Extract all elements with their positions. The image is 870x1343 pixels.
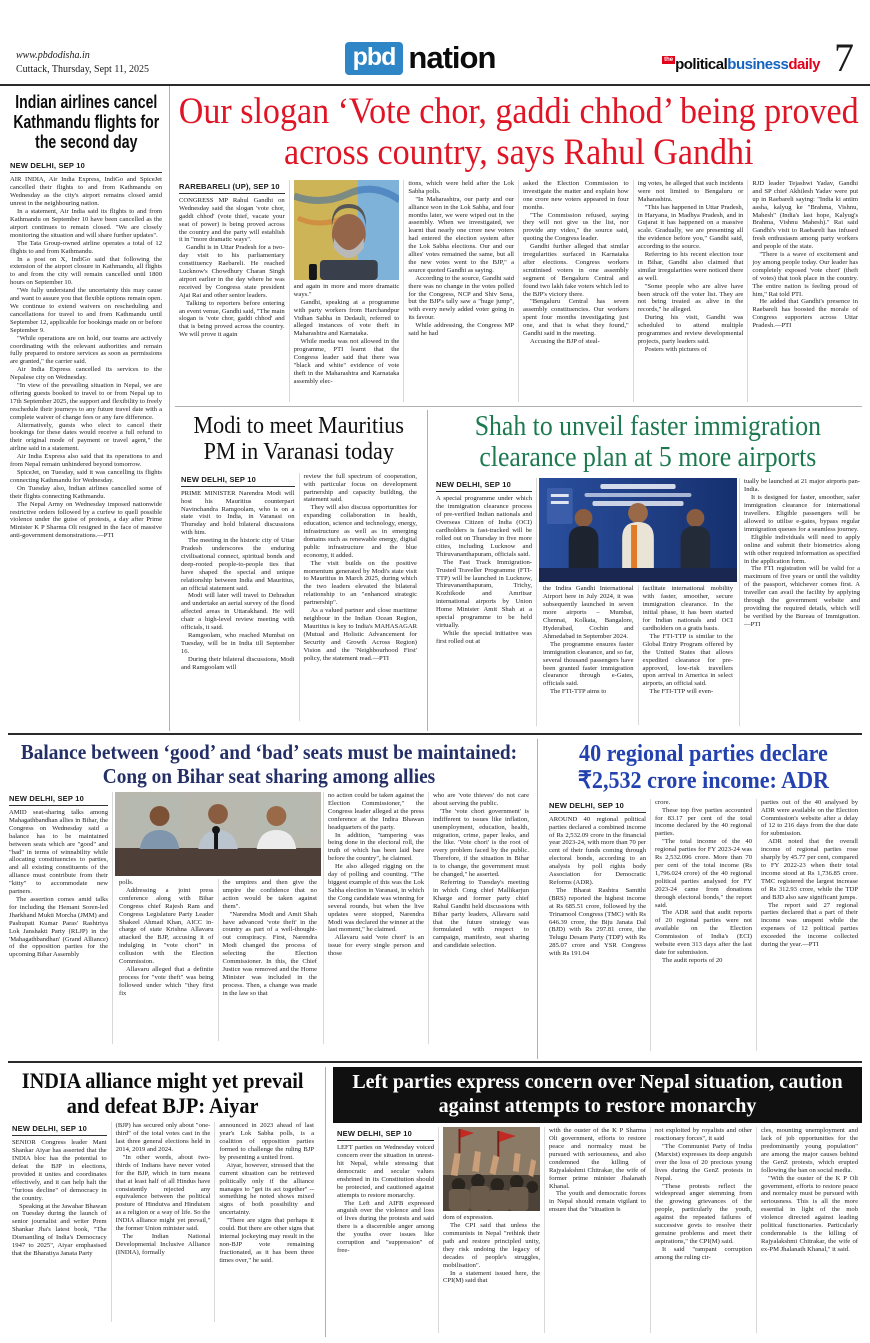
adr-col-1 [545, 799, 650, 1051]
adr-col1-text [549, 816, 646, 958]
section-divider [8, 733, 862, 735]
rahul-col5-text [638, 180, 744, 354]
masthead [0, 0, 870, 86]
article-left-parties-nepal [326, 1067, 862, 1337]
india-dateline: NEW DELHI, SEP 10 [12, 1122, 107, 1136]
rahul-col-4 [518, 180, 633, 402]
rahul-col6-text [752, 180, 858, 330]
paragraph: SpiceJet, on Tuesday, said it was cancelling its flights connecting Kathmandu for Wednesday. [10, 469, 162, 484]
main-top-area [170, 86, 862, 731]
pbd-nation-logo [216, 40, 624, 76]
left-dateline: NEW DELHI, SEP 10 [337, 1127, 434, 1141]
paragraph: The ADR said that audit reports of 20 regional parties were not available on the Election Commission of India's (ECI) website even 313 days after the last date for submission. [655, 909, 752, 956]
paragraph: parties out of the 40 analysed by ADR were available on the Election Commission's website after a delay of 12 to 216 days from the due date for submission. [761, 798, 858, 838]
india-col3-text [219, 1122, 314, 1264]
adr-col-3 [756, 799, 862, 1051]
paragraph: The Nepal Army on Wednesday imposed nationwide restrictive orders followed by a curfew to quell possible violence under the guise of protests, a day after Prime Minister K P Sharma Oli resigned in the face of massive anti-government demonstrations.—PTI [10, 500, 162, 540]
paragraph: who are 'vote thieves' do not care about serving the public. [433, 792, 529, 807]
top-section [0, 86, 870, 731]
left-parties-columns [333, 1127, 862, 1333]
shah-middle [536, 478, 740, 726]
shah-col-3 [638, 585, 738, 725]
left-parties-headline: Left parties express concern over Nepal situation, caution against attempts to restore monarchy [333, 1067, 862, 1123]
bihar-col-1 [8, 792, 112, 1044]
paragraph: In a statement issued here, the CPI(M) said that [443, 1269, 540, 1285]
modi-col2-text [304, 473, 418, 663]
adr-headline-line1: 40 regional parties declare [579, 741, 828, 767]
paragraph: The assertion comes amid talks for including the Hemant Soren-led Jharkhand Mukti Morcha (JMM) and Pashupati Kumar Paras' Rashtriya Lok Janshakti Party (RLJP) in the 'Mahagathbandhan' (Grand Alliance) of the opposition parties for the upcoming Bihar Assembly [9, 896, 108, 959]
paragraph: In a post on X, IndiGo said that following the extension of the airport closure in Kathmandu, all flights to and from the city will remain cancelled until 1800 hours on September 10. [10, 255, 162, 287]
paragraph: "With the ouster of the K P Oli government, efforts to restore peace and normalcy must be pursued with seriousness. This is all the more essential in light of the mob violence directed against leading political functionaries. Particularly condemnable is the killing of Rajyalakshmi Chitrakar, the wife of ex-PM Jhalanath Khanal," it said. [761, 1174, 858, 1253]
bihar-col2-text [119, 879, 214, 998]
paragraph: The audit reports of 20 [662, 956, 723, 964]
paragraph: not exploited by royalists and other reactionary forces", it said [655, 1127, 752, 1143]
shah-col4-text [744, 478, 860, 628]
paragraph: Air India Express also said that its operations to and from Nepal remain unhindered beyond tomorrow. [10, 453, 162, 469]
paragraph: Allavaru alleged that a definite process for "vote theft" was being followed under which "they first fix [119, 966, 214, 997]
modi-headline: Modi to meet Mauritius PM in Varanasi today [193, 412, 405, 465]
bihar-middle [112, 792, 324, 1044]
paragraph: asked the Election Commission to investigate the matter and explain how one crore new voters appeared in four months. [523, 179, 629, 211]
bihar-col4-text [328, 792, 424, 958]
paragraph: While the special initiative was first rolled out at [436, 629, 532, 645]
paragraph: review the full spectrum of cooperation, with particular focus on development partnership and capacity building, the statement said. [303, 472, 417, 504]
paragraph: "In Maharashtra, our party and our alliance won in the Lok Sabha, and four months later, we were wiped out in the assembly. When we investigated, we learnt that nearly one crore new voters had entered the election system after the Lok Sabha elections. Our and our allies' votes remained the same, but all the new votes went to the BJP," a source quoted Gandhi as saying. [408, 195, 515, 274]
pbd-logo-box: pbd [345, 42, 404, 75]
rahul-col2-text [294, 283, 400, 386]
india-col2-text [116, 1122, 211, 1256]
brand-business: business [727, 56, 789, 73]
paragraph: facilitate international mobility with faster, smoother, secure immigration clearance. In the initial phase, it has been started for Indian nationals and OCI cardholders on a gratis basis. [642, 585, 733, 632]
rahul-col-2 [289, 180, 404, 402]
paragraph: Allavaru said 'vote chori' is an issue for every single person and those [328, 934, 424, 958]
paragraph: Accusing the BJP of steal- [530, 338, 600, 345]
left-col-3 [544, 1127, 650, 1333]
section-divider [8, 1061, 862, 1063]
paragraph: "The total income of the 40 regional parties for FY 2023-24 was Rs 2,532.096 crore. More than 70 per cent of the total income (Rs 1,796.024 crore) of the 40 regional political parties analysed for FY 2023-24 came from donations through electoral bonds," the report said. [655, 838, 752, 909]
rahul-col3-text [408, 180, 514, 338]
article-shah-immigration [427, 410, 862, 731]
article-adr-income [538, 739, 862, 1059]
paragraph: The FTI registration will be valid for a maximum of five years or until the validity of the passport, whichever comes first. A traveller can avail the facility by applying through the government website and providing the required details, which will be verified by the Bureau of Immigration.—PTI [744, 565, 860, 628]
paragraph: crore. [655, 798, 671, 806]
website-url: www.pbdodisha.in [16, 50, 90, 61]
adr-col3-text [761, 799, 858, 949]
paragraph: He also alleged rigging on the day of polling and counting. "The biggest example of this was the Lok Sabha election in Varanasi, in which the Cong candidate was winning for several rounds, but when the live updates were stopped, Narendra Modi was declared the winner at the last moment," he claimed. [328, 863, 424, 934]
paragraph: "Narendra Modi and Amit Shah have advanced 'vote theft' in the country as part of a well-thought-out conspiracy. First, Narendra Modi changed the process of selecting the Election Commissioner. In this, the Chief Justice was removed and the Home Minister was included in the process. Then, a change was made in the law so that [222, 910, 317, 997]
paragraph: SENIOR Congress leader Mani Shankar Aiyar has asserted that the INDIA bloc has the potential to defeat the BJP in elections, provided it unites and coordinates effectively, and it can help halt the "furious decline" of democracy in the country. [12, 1139, 107, 1202]
bihar-col-3 [218, 879, 322, 1041]
page-number: 7 [834, 35, 854, 80]
paragraph: The visit builds on the positive momentum generated by Modi's state visit to Mauritius in March 2025, during which the two leaders elevated the bilateral relationship to an "enhanced strategic partnership". [303, 559, 417, 607]
rahul-col1-text [179, 197, 285, 339]
nepal-protest-photo [443, 1127, 540, 1211]
rahul-col-6 [747, 180, 862, 402]
india-col1-text [12, 1139, 107, 1258]
left-col-4 [650, 1127, 756, 1333]
article-modi-mauritius [175, 410, 427, 731]
paragraph: Referring to his recent election tour in Bihar, Gandhi also claimed that similar irregularities were noticed there as well. [637, 251, 744, 282]
shah-col3-text [643, 585, 734, 696]
bihar-col3-text [223, 879, 318, 998]
shah-col-2 [539, 585, 638, 725]
left-col2-text [443, 1214, 540, 1285]
rahul-col-1 [175, 180, 289, 402]
shah-headline: Shah to unveil faster immigration clearance plan at 5 more airports [474, 410, 822, 473]
political-business-daily-logo [662, 57, 820, 76]
brand-the: the [664, 57, 674, 63]
paragraph: As a valued partner and close maritime neighbour in the Indian Ocean Region, Mauritius is key to India's MAHASAGAR (Mutual and Holistic Advancement for Security and Growth Across Region) Vision and the 'Neighbourhood First' policy, the statement read.—PTI [303, 607, 417, 662]
amit-shah-event-photo [539, 478, 737, 582]
paragraph: "The Communist Party of India (Marxist) expresses its deep anguish over the loss of 20 precious young lives during the GenZ protests in Nepal. [655, 1143, 752, 1182]
paragraph: The CPI said that unless the communists in Nepal "rethink their path and restore principled unity, they risk undoing the legacy of decades of people's struggles, mobilisation". [443, 1222, 540, 1269]
paragraph: Addressing a joint press conference along with Bihar Congress chief Rajesh Ram and Congress Legislature Party Leader Shakeel Ahmad Khan, AICC in-charge of state Krishna Allavaru attacked the BJP, accusing it of indulging in "vote chori" in collusion with the Election Commission. [119, 886, 214, 966]
paragraph: Gandhi is in Uttar Pradesh for a two-day visit to his parliamentary constituency Raebareli. He reached Lucknow's Chowdhury Charan Singh airport earlier in the day where he was received by Congress state president Ajai Rai and other senior leaders. [179, 244, 285, 299]
paragraph: The Left and AIFB expressed anguish over the violence and loss of lives during the protests and said there is a discernible anger among the youths over issues like corruption and "suppression" of free- [337, 1199, 434, 1254]
paragraph: These top five parties accounted for 83.17 per cent of the total income declared by the 40 regional parties. [655, 806, 752, 838]
paragraph: Gandhi, speaking at a programme with party workers from Harchandpur Vidhan Sabha in Dedauli, referred to alleged instances of vote theft in Maharashtra and Karnataka. [293, 298, 400, 338]
middle-row [175, 406, 862, 731]
paragraph: AMID seat-sharing talks among Mahagathbandhan allies in Bihar, the Congress on Wednesday said a balance has to be maintained between seats which are "good" and "bad" in terms of winnability while allocating constituencies to parties, and all existing constituents of the alliance must contribute from their "kitty" to accommodate new partners. [9, 809, 108, 896]
paragraph: announced in 2023 ahead of last year's Lok Sabha polls, is a coalition of opposition parties formed to challenge the ruling BJP by presenting a united front. [219, 1122, 315, 1161]
bihar-col-2 [115, 879, 218, 1041]
paragraph: Posters with pictures of [644, 345, 707, 353]
adr-dateline: NEW DELHI, SEP 10 [549, 799, 646, 813]
paragraph: The programme ensures faster immigration clearance, and so far, several thousand passengers have been granted faster immigration clearance through e-Gates, officials said. [543, 640, 634, 688]
paragraph: The meeting in the historic city of Uttar Pradesh underscores the enduring civilisational connect, spiritual bonds and deep-rooted people-to-people ties that have shaped the special and unique relationship between India and Mauritius, an official statement said. [181, 537, 295, 592]
rahul-columns [175, 180, 862, 402]
paragraph: The report said 27 regional parties declared that a part of their income was unspent while the expenses of 12 political parties exceeded the income collected during the year.—PTI [761, 901, 858, 949]
paragraph: Gandhi further alleged that similar irregularities surfaced in Karnataka after elections. Congress workers scrutinised voters in one assembly segment of Bengaluru Central and found two lakh fake voters which led to the BJP's victory there. [523, 243, 629, 298]
india-col-1 [8, 1122, 111, 1322]
paragraph: "Some people who are alive have been struck off the voter list. They are not being treated as alive in the records," he alleged. [637, 282, 744, 314]
brand-daily: daily [788, 56, 820, 73]
paragraph: AIR INDIA, Air India Express, IndiGo and SpiceJet cancelled their flights to and from Kathmandu on Wednesday as the city's airport remains closed amid unrest in the neighbouring nation. [10, 176, 162, 208]
rahul-dateline: RAREBARELI (UP), SEP 10 [179, 180, 285, 194]
paragraph: Alternatively, guests who elect to cancel their bookings for these dates would receive a full refund to their original mode of payment or travel agent," the airline said in a statement. [10, 421, 162, 453]
paragraph: Eligible individuals will need to apply online and submit their biometrics along with other required information as specified in the application form. [744, 533, 860, 565]
bihar-col5-text [433, 792, 529, 950]
paragraph: The FTI-TTP is similar to the Global Entry Program offered by the United States that allows expedited clearance for pre-approved, low-risk travellers upon arrival in America in select airports, an official said. [642, 632, 733, 688]
article-india-alliance [8, 1067, 326, 1337]
shah-columns [434, 478, 862, 726]
congress-press-conference-photo [115, 792, 321, 876]
paragraph: AROUND 40 regional political parties declared a combined income of Rs 2,532.09 crore in the financial year 2023-24, with more than 70 per cent of their funds coming through electoral bonds, according to an analysis by poll rights body Association for Democratic Reforms (ADR). [549, 815, 646, 886]
paragraph: ADR noted that the overall income of regional parties rose sharply by 45.77 per cent, compared to FY 2022-23 when their total income stood at Rs 1,736.85 crore. TMC registered the largest increase of Rs 312.93 crore, while the TDP and BJD also saw significant jumps. [761, 838, 858, 901]
paragraph: ing votes, he alleged that such incidents were not limited to Bengaluru or Maharashtra. [637, 179, 744, 203]
paragraph: LEFT parties on Wednesday voiced concern over the situation in unrest-hit Nepal, while stressing that democratic and secular values enshrined in its Constitution should be protected, and cautioned against attempts to restore monarchy. [337, 1144, 434, 1199]
shah-dateline: NEW DELHI, SEP 10 [436, 478, 532, 492]
shah-col-4 [740, 478, 862, 726]
paragraph: He added that Gandhi's presence in Raebareli has boosted the morale of Congress supporters across Uttar Pradesh.—PTI [752, 298, 859, 330]
rahul-col4-text [523, 180, 629, 346]
masthead-left [16, 49, 216, 76]
masthead-right [624, 35, 854, 80]
shah-col-1 [434, 478, 536, 726]
paragraph: 'The 'vote chori government' is indifferent to issues like inflation, unemployment, education, health, migration, crime, paper leaks, and the like. 'Vote chori' is the root of every problem faced by the public. Therefore, if the situation in Bihar is to change, the government must be changed," he asserted. [433, 807, 529, 879]
bottom-row [0, 1065, 870, 1337]
airlines-body [10, 176, 162, 540]
paragraph: Talking to reporters before entering an event venue, Gandhi said, "The main slogan is 'vote chor, gaddi chhod' and that is being proved across the country. We will prove it again [179, 299, 285, 339]
paragraph: Ramgoolam, who reached Mumbai on Tuesday, will be in India till September 16. [181, 632, 295, 655]
paragraph: the Indira Gandhi International Airport here in July 2024, it was subsequently launched in seven more airports – Mumbai, Chennai, Kolkata, Bangalore, Hyderabad, Cochin and Ahmedabad in September 2024. [543, 585, 634, 640]
paragraph: Air India Express cancelled its services to the Nepalese city on Wednesday. [10, 366, 162, 382]
left-col5-text [761, 1127, 858, 1254]
paragraph: "The Commission refused, saying they will not give us the list, nor provide any video," the source said, quoting the Congress leader. [523, 211, 629, 243]
shah-under-photo-columns [539, 585, 737, 725]
india-col-2 [111, 1122, 215, 1322]
paragraph: tually be launched at 21 major airports pan-India. [744, 478, 860, 494]
bihar-under-photo-columns [115, 879, 321, 1041]
modi-col1-text [181, 490, 295, 672]
paragraph: tions, which were held after the Lok Sabha polls. [408, 179, 515, 195]
adr-headline-line2: ₹2,532 crore income: ADR [577, 767, 830, 794]
paragraph: Aiyar, however, stressed that the current situation can be retrieved politically only if the alliance manages to "get its act together" -- something he noted shows mixed signs of both possibility and uncertainty. [219, 1161, 315, 1217]
paragraph: On Tuesday also, Indian airlines cancelled some of their flights connecting Kathmandu. [10, 484, 162, 500]
india-headline: INDIA alliance might yet prevail and defeat BJP: Aiyar [22, 1068, 304, 1118]
paragraph: It is designed for faster, smoother, safer immigration clearance for international travellers. Eligible passengers will be allowed to utilise e-gates, bypass regular immigration queues for a seamless journey. [744, 494, 860, 533]
modi-col-2 [299, 473, 422, 721]
paragraph: In addition, "tampering was being done in the electoral roll, the truth of which has been laid bare before the country", he claimed. [328, 831, 424, 863]
paragraph: According to the source, Gandhi said there was no change in the votes polled for the Congress, NCP and Shiv Sena, but the BJP's tally saw a "huge jump", with every newly added voter going in its favour. [408, 274, 515, 322]
rahul-col-3 [403, 180, 518, 402]
paragraph: no action could be taken against the Election Commissioner," the Congress leader alleged at the press conference at the Indira Bhawan headquarters of the party. [328, 792, 424, 831]
paragraph: "While operations are on hold, our teams are actively coordinating with the relevant authorities and remain fully prepared to restore services as soon as permissions are granted," the carrier said. [10, 334, 162, 366]
modi-col-1 [177, 473, 299, 721]
paragraph: "This has happened in Uttar Pradesh, in Haryana, in Madhya Pradesh, and in Gujarat it has happened on a massive scale. Gradually, we are presenting all the evidence before you," Gandhi said, according to the source. [637, 203, 744, 251]
paragraph: "These protests reflect the widespread anger stemming from the growing grievances of the people, particularly the youth, against the repeated failures of successive govts to resolve their genuine problems and meet their aspirations," the CPI(M) said. [655, 1182, 752, 1245]
paragraph: A special programme under which the immigration clearance process of pre-verified Indian nationals and Overseas Citizen of India (OCI) cardholders is fast-tracked will be rolled out on Thursday in five more cities, including Lucknow and Thiruvananthapuram, officials said. [436, 495, 532, 558]
adr-columns [545, 799, 862, 1051]
paragraph: The Indian National Developmental Inclusive Alliance (INDIA), formally [115, 1232, 211, 1256]
paragraph: (BJP) has secured only about "one-third" of the total votes cast in the last three general elections held in 2014, 2019 and 2024. [115, 1122, 211, 1153]
paragraph: They will also discuss opportunities for expanding collaboration in health, education, science and technology, energy, infrastructure as well as in emerging domains such as renewable energy, digital public infrastructure and the blue economy, it added. [303, 504, 417, 559]
left-col4-text [655, 1127, 752, 1261]
modi-columns [177, 473, 421, 721]
bihar-col1-text [9, 809, 108, 959]
paragraph: "Bengaluru Central has seven assembly constituencies. Our workers spent four months investigating just one, and that is what they found," Gandhi said in the meeting. [523, 298, 629, 338]
paragraph: The Tata Group-owned airline operates a total of 12 flights to and from Kathmandu. [10, 239, 162, 255]
left-col-2 [438, 1127, 544, 1333]
shah-col2-text [543, 585, 634, 696]
rahul-gandhi-photo [294, 180, 400, 280]
airlines-headline: Indian airlines cancel Kathmandu flights for the second day [13, 92, 159, 153]
article-bihar-seat-sharing [8, 739, 538, 1059]
bihar-columns [8, 792, 530, 1044]
india-col-3 [214, 1122, 318, 1322]
paragraph: polls. [119, 879, 134, 887]
paragraph: The Bharat Rashtra Samithi (BRS) reported the highest income at Rs 685.51 crore, followed by the Trinamool Congress (TMC) with Rs 646.39 crore, the Biju Janata Dal (BJD) with Rs 297.81 crore, the Telugu Desam Party (TDP) with Rs 285.07 crore and YSR Congress with Rs 191.04 [549, 886, 646, 958]
paragraph: During their bilateral discussions, Modi and Ramgoolam will [181, 655, 295, 671]
paragraph: RJD leader Tejashwi Yadav, Gandhi and SP chief Akhilesh Yadav were put up in Raebareli saying: "India ki antim aasha, kalyug ke "Brahma, Vishnu, Mahesh" (India's last hope, Kalyug's Brahma, Vishnu Mahesh)." Rai said Gandhi's visit to Raebareli has infused fresh enthusiasm among party workers and people of the state. [752, 179, 859, 251]
adr-headline [545, 741, 862, 795]
paragraph: the umpires and then give the umpire the confidence that no action would be taken against them". [222, 879, 317, 910]
left-col-5 [756, 1127, 862, 1333]
paragraph: cles, mounting unemployment and lack of job opportunities for the predominantly young population" are among the major causes behind the GenZ protests, which erupted following the ban on social media. [761, 1127, 858, 1174]
edition-date: Cuttack, Thursday, Sept 11, 2025 [16, 63, 149, 75]
paragraph: The FTI-TTP will even- [649, 688, 714, 696]
paragraph: The FTI-TTP aims to [550, 688, 607, 696]
paragraph: During his visit, Gandhi was scheduled to attend multiple programmes and review developmental projects, party leaders said. [637, 314, 744, 345]
paragraph: Referring to Tuesday's meeting in which Cong chief Mallikarjun Kharge and former party chief Rahul Gandhi held discussions with Bihar party leaders, Allavaru said that the future strategy was formulated with respect to campaign, manifesto, seat sharing and candidate selection. [433, 879, 529, 950]
rahul-headline: Our slogan ‘Vote chor, gaddi chhod’ being proved across country, says Rahul Gandhi [178, 91, 859, 174]
paragraph: The youth and democratic forces in Nepal should remain vigilant to ensure that the "situation is [549, 1190, 646, 1214]
modi-dateline: NEW DELHI, SEP 10 [181, 473, 295, 487]
paragraph: Modi will later will travel to Dehradun and undertake an aerial survey of the flood affected areas in Uttarakhand. He will chair a high-level review meeting with officials, it said. [181, 592, 295, 632]
shah-col1-text [436, 495, 532, 645]
paragraph: It said "rampant corruption among the ruling cir- [655, 1245, 752, 1261]
left-col3-text [549, 1127, 646, 1214]
nation-logo-text: nation [408, 40, 496, 75]
article-rahul-gandhi [175, 86, 862, 402]
adr-col-2 [650, 799, 756, 1051]
brand-political: political [675, 56, 728, 73]
left-col1-text [337, 1144, 434, 1255]
paragraph: Speaking at the Jawahar Bhawan on Tuesday during the launch of senior journalist and writer Prem Shankar Jha's latest book, "The Dismantling of India's Democracy 1947 to 2025", Aiyar emphasised that the Bharatiya Janata Party [12, 1202, 107, 1257]
bihar-col-4 [324, 792, 428, 1044]
article-airlines-kathmandu [8, 86, 170, 731]
bihar-col-5 [428, 792, 530, 1044]
bihar-adr-row [0, 737, 870, 1059]
paragraph: "In view of the prevailing situation in Nepal, we are offering guests booked to travel to or from Nepal up to 17th September 2025, the support and flexibility to freely reschedule their journeys to any future travel date with a complete waiver of change fees or any fare difference. [10, 382, 162, 421]
airlines-dateline: NEW DELHI, SEP 10 [10, 159, 162, 173]
adr-col2-text [655, 799, 752, 965]
paragraph: "We fully understand the uncertainty this may cause and want to assure you that flexible options remain open. We continue to extend waivers on rescheduling and cancellations for travel to and from Kathmandu until September 12, applicable for bookings made on or before September 9. [10, 287, 162, 334]
rahul-col-5 [633, 180, 748, 402]
paragraph: While addressing, the Congress MP said he had [408, 322, 515, 338]
paragraph: PRIME MINISTER Narendra Modi will host his Mauritius counterpart Navinchandra Ramgoolam, who is on a state visit to India, in Varanasi on Thursday and hold bilateral discussions with him. [181, 489, 295, 537]
paragraph: "In other words, about two-thirds of Indians have never voted for the BJP, which in turn means that at least half of all Hindus have consistently rejected any equivalence between the political posture of Hindutva and Hinduism as a religion or a way of life. So the INDIA alliance might yet prevail," the former Union minister said. [115, 1153, 211, 1233]
paragraph: and again in more and more dramatic ways." [293, 282, 400, 298]
paragraph: with the ouster of the K P Sharma Oli government, efforts to restore peace and normalcy must be pursued with seriousness, and also condemned the killing of Rajyalakshmi Chitrakar, the wife of former prime minister Jhalanath Khanal. [549, 1127, 646, 1190]
paragraph: dom of expression. [443, 1214, 494, 1222]
india-columns [8, 1122, 318, 1322]
paragraph: While media was not allowed in the programme, PTI learnt that the Congress leader said that there was "black and white" evidence of vote theft in the Maharashtra and Karnataka assembly elec- [293, 338, 400, 385]
bihar-headline: Balance between ‘good’ and ‘bad’ seats must be maintained: Cong on Bihar seat sharing among allies [20, 740, 518, 788]
paragraph: In a statement, Air India said its flights to and from Kathmandu on September 10 have been cancelled as the airport continues to remain closed. "We are closely monitoring the situation and will share further updates". [10, 208, 162, 239]
paragraph: The Fast Track Immigration-Trusted Traveller Programme (FTI-TTP) will be launched in Lucknow, Thiruvananthapuram, Trichy, Kozhikode and Amritsar international airports by Union Home Minister Amit Shah at a special programme to be held virtually. [436, 558, 532, 629]
paragraph: "There are signs that perhaps it could. But there are other signs that internal jockeying may result in the non-BJP vote remaining fractionated, as it has been three times over," he said. [219, 1217, 315, 1264]
left-col-1 [333, 1127, 438, 1333]
paragraph: "There is a wave of excitement and joy among people today. Our leader has completely exposed 'vote chori' (theft of votes) that took place in the country. The entire nation is feeling proud of him," Rai told PTI. [752, 251, 859, 298]
bihar-dateline: NEW DELHI, SEP 10 [9, 792, 108, 806]
paragraph: CONGRESS MP Rahul Gandhi on Wednesday said the slogan 'vote chor, gaddi chhod' (vote thief, vacate your seat of power) is being proved across the country and the party will establish it in "more dramatic ways". [179, 196, 285, 244]
